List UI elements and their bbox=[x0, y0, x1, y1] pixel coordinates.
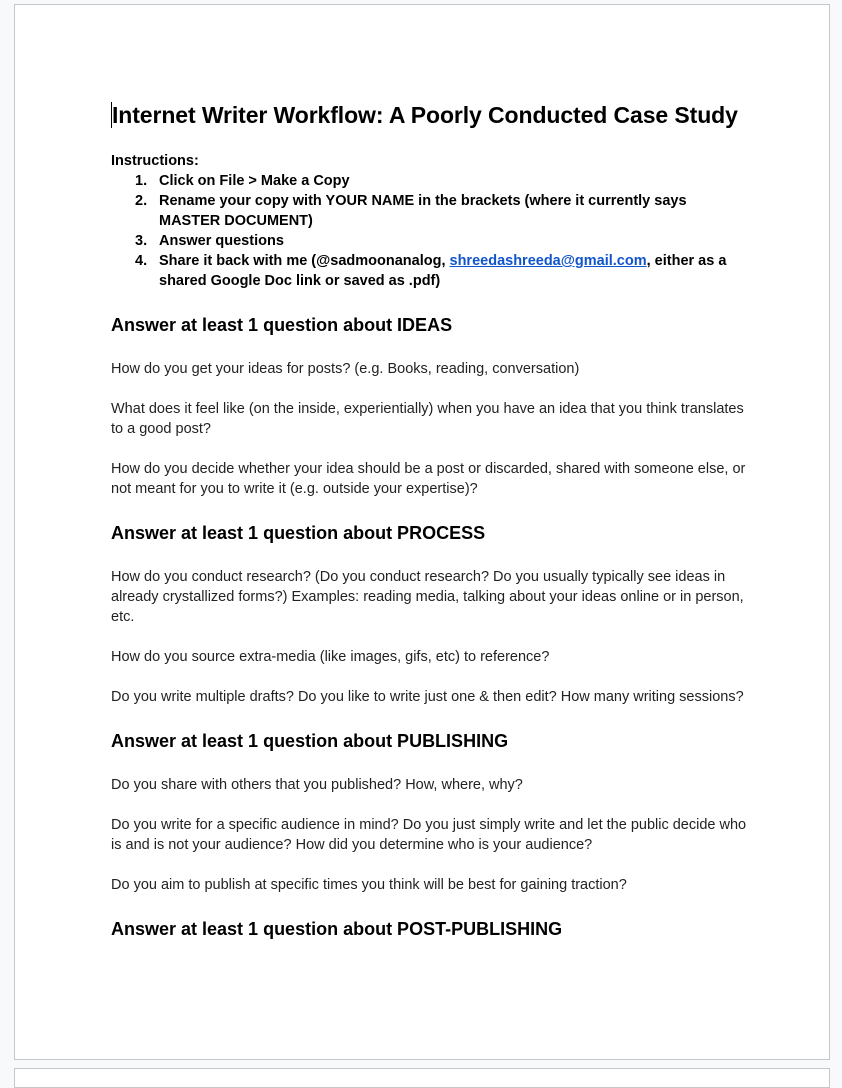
question-text: How do you conduct research? (Do you conduct research? Do you usually typically see ideas in already crystallized forms?) Examples: reading media, talking about your ideas online or in person, etc. bbox=[111, 569, 744, 625]
section-heading-publishing: Answer at least 1 question about PUBLISHING bbox=[111, 731, 509, 751]
section-heading-post-publishing: Answer at least 1 question about POST-PUBLISHING bbox=[111, 919, 563, 939]
question-text: Do you aim to publish at specific times you think will be best for gaining traction? bbox=[111, 877, 627, 893]
question-text: How do you get your ideas for posts? (e.g. Books, reading, conversation) bbox=[111, 361, 580, 377]
document-page[interactable] bbox=[14, 4, 830, 1060]
question-text: How do you decide whether your idea should be a post or discarded, shared with someone else, or not meant for you to write it (e.g. outside your expertise)? bbox=[111, 461, 746, 497]
instruction-item: 1. Click on File > Make a Copy bbox=[135, 173, 350, 189]
document-title[interactable]: Internet Writer Workflow: A Poorly Conducted Case Study bbox=[112, 102, 738, 128]
instruction-item: 4. Share it back with me (@sadmoonanalog, shreedashreeda@gmail.com, either as a shared Google Doc link or saved as .pdf) bbox=[135, 253, 727, 289]
instructions-label: Instructions: bbox=[111, 153, 199, 169]
question-text: Do you write for a specific audience in mind? Do you just simply write and let the public decide who is and is not your audience? How did you determine who is your audience? bbox=[111, 817, 747, 853]
question-text: Do you share with others that you published? How, where, why? bbox=[111, 777, 523, 793]
question-text: What does it feel like (on the inside, experientially) when you have an idea that you think translates to a good post? bbox=[111, 401, 744, 437]
section-heading-process: Answer at least 1 question about PROCESS bbox=[111, 523, 486, 543]
question-text: Do you write multiple drafts? Do you like to write just one & then edit? How many writing sessions? bbox=[111, 689, 744, 705]
instructions-block bbox=[111, 151, 751, 291]
next-page-edge bbox=[14, 1068, 830, 1088]
instruction-item: 3. Answer questions bbox=[135, 233, 284, 249]
email-link[interactable]: shreedashreeda@gmail.com bbox=[449, 253, 647, 269]
instruction-item: 2. Rename your copy with YOUR NAME in the brackets (where it currently says MASTER DOCUMENT) bbox=[135, 193, 687, 229]
document-body[interactable] bbox=[111, 99, 751, 941]
instructions-list bbox=[111, 171, 751, 291]
question-text: How do you source extra-media (like images, gifs, etc) to reference? bbox=[111, 649, 550, 665]
section-heading-ideas: Answer at least 1 question about IDEAS bbox=[111, 315, 453, 335]
